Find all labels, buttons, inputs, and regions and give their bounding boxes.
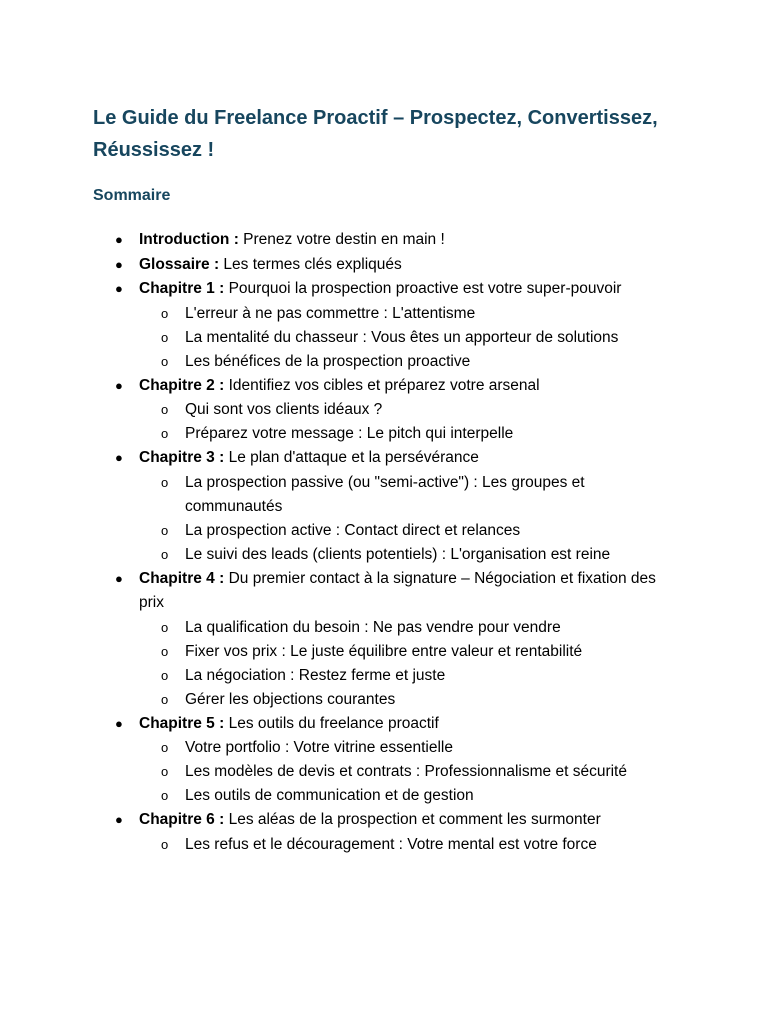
sub-bullet-icon: o [161, 788, 169, 803]
bullet-icon: ● [115, 232, 123, 247]
toc-item [93, 567, 683, 712]
toc-subitem [139, 736, 683, 760]
toc-subitem [139, 760, 683, 784]
toc-subitem [139, 350, 683, 374]
toc-sublist [139, 736, 683, 808]
toc-sublist [139, 616, 683, 712]
bullet-icon: ● [115, 377, 123, 393]
toc-sublist [139, 833, 683, 857]
toc-subitem-text: Votre portfolio : Votre vitrine essentielle [185, 739, 453, 756]
toc-subitem [139, 640, 683, 664]
toc-item-prefix: Chapitre 5 : [139, 714, 225, 732]
sub-bullet-icon: o [161, 740, 169, 755]
bullet-icon: ● [115, 812, 123, 827]
bullet-icon: ● [115, 570, 123, 586]
toc-subitem-text: Fixer vos prix : Le juste équilibre entre valeur et rentabilité [185, 642, 583, 660]
toc-item [93, 228, 683, 253]
toc-item [93, 374, 683, 447]
toc-item-prefix: Glossaire : [139, 255, 220, 273]
toc-item-text: Pourquoi la prospection proactive est votre super-pouvoir [224, 280, 622, 297]
sub-bullet-icon: o [161, 764, 169, 779]
toc-subitem [139, 519, 683, 543]
toc-item [93, 808, 683, 857]
sub-bullet-icon: o [161, 691, 169, 707]
toc-item [93, 712, 683, 809]
toc-subitem-text: Le suivi des leads (clients potentiels) : L'organisation est reine [185, 545, 611, 563]
bullet-icon: ● [115, 715, 123, 731]
bullet-icon: ● [115, 256, 123, 272]
toc-heading: Sommaire [93, 187, 171, 204]
toc-subitem-text: La négociation : Restez ferme et juste [185, 666, 446, 684]
sub-bullet-icon: o [161, 305, 169, 321]
toc-subitem [139, 664, 683, 688]
toc-subitem-text: Les modèles de devis et contrats : Professionnalisme et sécurité [185, 763, 627, 780]
sub-bullet-icon: o [161, 474, 169, 490]
toc-item-prefix: Chapitre 6 : [139, 811, 225, 828]
toc-subitem [139, 616, 683, 640]
toc-item-prefix: Introduction : [139, 231, 239, 248]
toc-subitem-text: L'erreur à ne pas commettre : L'attentisme [185, 304, 476, 322]
toc-subitem-text: Gérer les objections courantes [185, 690, 396, 708]
toc-subitem-text: La prospection active : Contact direct et relances [185, 521, 521, 539]
toc-subitem [139, 302, 683, 326]
toc-subitem-text: Les bénéfices de la prospection proactive [185, 352, 471, 370]
toc-sublist [139, 471, 683, 567]
toc-subitem-text: Qui sont vos clients idéaux ? [185, 401, 383, 418]
toc-item-text: Les aléas de la prospection et comment les surmonter [224, 811, 601, 828]
sub-bullet-icon: o [161, 522, 169, 538]
document-title: Le Guide du Freelance Proactif – Prospectez, Convertissez, Réussissez ! [93, 107, 658, 161]
toc-item-text: Identifiez vos cibles et préparez votre arsenal [224, 376, 540, 394]
toc-subitem-text: Préparez votre message : Le pitch qui interpelle [185, 425, 514, 442]
toc-subitem-text: La mentalité du chasseur : Vous êtes un apporteur de solutions [185, 328, 619, 346]
toc-subitem [139, 422, 683, 446]
toc-subitem [139, 326, 683, 350]
toc-item-text: Les termes clés expliqués [219, 255, 402, 273]
bullet-icon: ● [115, 281, 123, 296]
toc-list [93, 228, 683, 857]
sub-bullet-icon: o [161, 329, 169, 345]
toc-item-text: Du premier contact à la signature – Négociation et fixation des prix [139, 569, 656, 611]
sub-bullet-icon: o [161, 402, 169, 417]
toc-item-text: Les outils du freelance proactif [224, 714, 439, 732]
toc-item-text: Le plan d'attaque et la persévérance [224, 449, 479, 466]
toc-item-text: Prenez votre destin en main ! [238, 231, 445, 248]
toc-subitem [139, 543, 683, 567]
toc-item-prefix: Chapitre 4 : [139, 569, 225, 587]
sub-bullet-icon: o [161, 643, 169, 659]
toc-subitem-text: Les refus et le découragement : Votre mental est votre force [185, 835, 597, 853]
sub-bullet-icon: o [161, 353, 169, 369]
toc-subitem [139, 688, 683, 712]
toc-subitem-text: La qualification du besoin : Ne pas vendre pour vendre [185, 618, 561, 636]
toc-subitem [139, 471, 683, 519]
toc-subitem [139, 784, 683, 808]
toc-sublist [139, 398, 683, 446]
sub-bullet-icon: o [161, 667, 169, 683]
sub-bullet-icon: o [161, 546, 169, 562]
toc-subitem-text: Les outils de communication et de gestion [185, 787, 474, 804]
toc-item [93, 277, 683, 374]
toc-sublist [139, 302, 683, 374]
toc-item [93, 446, 683, 567]
toc-item-prefix: Chapitre 1 : [139, 280, 225, 297]
toc-subitem [139, 398, 683, 422]
bullet-icon: ● [115, 450, 123, 465]
toc-item-prefix: Chapitre 3 : [139, 449, 225, 466]
toc-subitem-text: La prospection passive (ou "semi-active") : Les groupes et communautés [185, 473, 585, 515]
sub-bullet-icon: o [161, 619, 169, 635]
document-page [93, 102, 683, 857]
toc-item-prefix: Chapitre 2 : [139, 376, 225, 394]
sub-bullet-icon: o [161, 836, 169, 852]
toc-subitem [139, 833, 683, 857]
toc-item [93, 253, 683, 278]
sub-bullet-icon: o [161, 426, 169, 441]
